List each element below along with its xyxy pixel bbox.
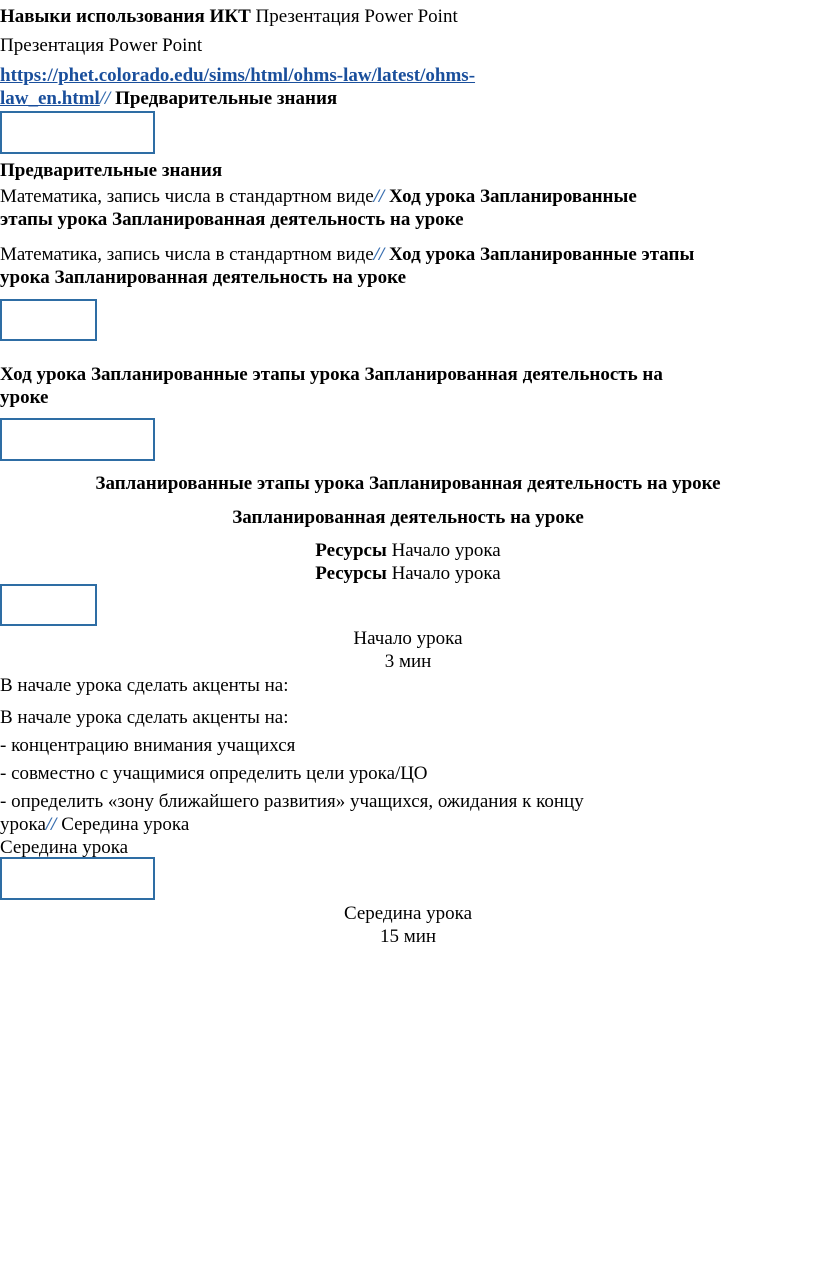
start-text: Начало урока bbox=[391, 563, 501, 584]
course-line-2: уроке bbox=[0, 387, 49, 408]
math-text: Математика, запись числа в стандартном виде bbox=[0, 186, 374, 207]
placeholder-frame-5 bbox=[0, 857, 155, 900]
activity-text: Запланированная деятельность на уроке bbox=[369, 473, 721, 494]
course-text: Ход урока bbox=[389, 186, 476, 207]
resources-line-1 bbox=[0, 539, 816, 562]
activity-text: Запланированная деятельность на уроке bbox=[112, 209, 464, 230]
prior-para-line-2 bbox=[0, 266, 406, 289]
list-item: - совместно с учащимися определить цели урока/ЦО bbox=[0, 763, 428, 784]
ikt-line bbox=[0, 5, 458, 28]
activity-text: Запланированная деятельность на уроке bbox=[54, 267, 407, 288]
course-line-1 bbox=[0, 363, 663, 386]
activity-text: Запланированная деятельность на bbox=[364, 364, 663, 385]
start-intro-text: В начале урока сделать акценты на: bbox=[0, 675, 289, 696]
resources-line-2 bbox=[0, 562, 816, 585]
ikt-label: Навыки использования ИКТ bbox=[0, 6, 251, 27]
resources-label: Ресурсы bbox=[315, 540, 387, 561]
start-duration: 3 мин bbox=[384, 651, 432, 672]
lesson-text: урока bbox=[0, 267, 50, 288]
list-item: - концентрацию внимания учащихся bbox=[0, 735, 296, 756]
stages-line bbox=[0, 472, 816, 495]
stages-text: Запланированные этапы урока bbox=[95, 473, 365, 494]
phet-link-part2[interactable]: law_en.html bbox=[0, 88, 100, 109]
link-line-1 bbox=[0, 64, 475, 87]
middle-duration: 15 мин bbox=[379, 926, 437, 947]
math-text: Математика, запись числа в стандартном виде bbox=[0, 244, 374, 265]
prior-line-2 bbox=[0, 208, 464, 231]
resources-label: Ресурсы bbox=[315, 563, 387, 584]
placeholder-frame-1 bbox=[0, 111, 155, 154]
presentation-line: Презентация Power Point bbox=[0, 35, 203, 56]
slash-mark-icon: // bbox=[373, 186, 385, 207]
prior-knowledge-inline: Предварительные знания bbox=[115, 88, 338, 109]
phet-link-part1[interactable]: https://phet.colorado.edu/sims/html/ohms-law/latest/ohms- bbox=[0, 65, 476, 86]
prior-line-1 bbox=[0, 185, 637, 208]
placeholder-frame-2 bbox=[0, 299, 97, 341]
planned-text: Запланированные этапы bbox=[479, 244, 695, 265]
slash-mark-icon: // bbox=[99, 88, 111, 109]
slash-mark-icon: // bbox=[373, 244, 385, 265]
planned-text: Запланированные bbox=[479, 186, 637, 207]
middle-line bbox=[0, 836, 128, 859]
activity-heading: Запланированная деятельность на уроке bbox=[232, 507, 584, 528]
start-intro-para: В начале урока сделать акценты на: bbox=[0, 707, 289, 728]
prior-para-line-1 bbox=[0, 243, 694, 266]
start-text: Начало урока bbox=[391, 540, 501, 561]
start-title: Начало урока bbox=[353, 628, 463, 649]
placeholder-frame-3 bbox=[0, 418, 155, 461]
ikt-value: Презентация Power Point bbox=[255, 6, 458, 27]
slash-mark-icon: // bbox=[45, 814, 57, 835]
start-intro-line bbox=[0, 674, 289, 697]
middle-text: Середина урока bbox=[0, 837, 129, 858]
prior-knowledge-heading: Предварительные знания bbox=[0, 160, 223, 181]
stages-text: этапы урока bbox=[0, 209, 108, 230]
start-tail-line bbox=[0, 813, 189, 836]
course-text: Ход урока bbox=[0, 364, 87, 385]
lesson-text: урока bbox=[0, 814, 46, 835]
middle-text: Середина урока bbox=[61, 814, 190, 835]
stages-text: Запланированные этапы урока bbox=[90, 364, 360, 385]
list-item: - определить «зону ближайшего развития» учащихся, ожидания к концу bbox=[0, 791, 584, 812]
course-text: Ход урока bbox=[389, 244, 476, 265]
link-line-2 bbox=[0, 87, 337, 110]
middle-title: Середина урока bbox=[343, 903, 473, 924]
placeholder-frame-4 bbox=[0, 584, 97, 626]
